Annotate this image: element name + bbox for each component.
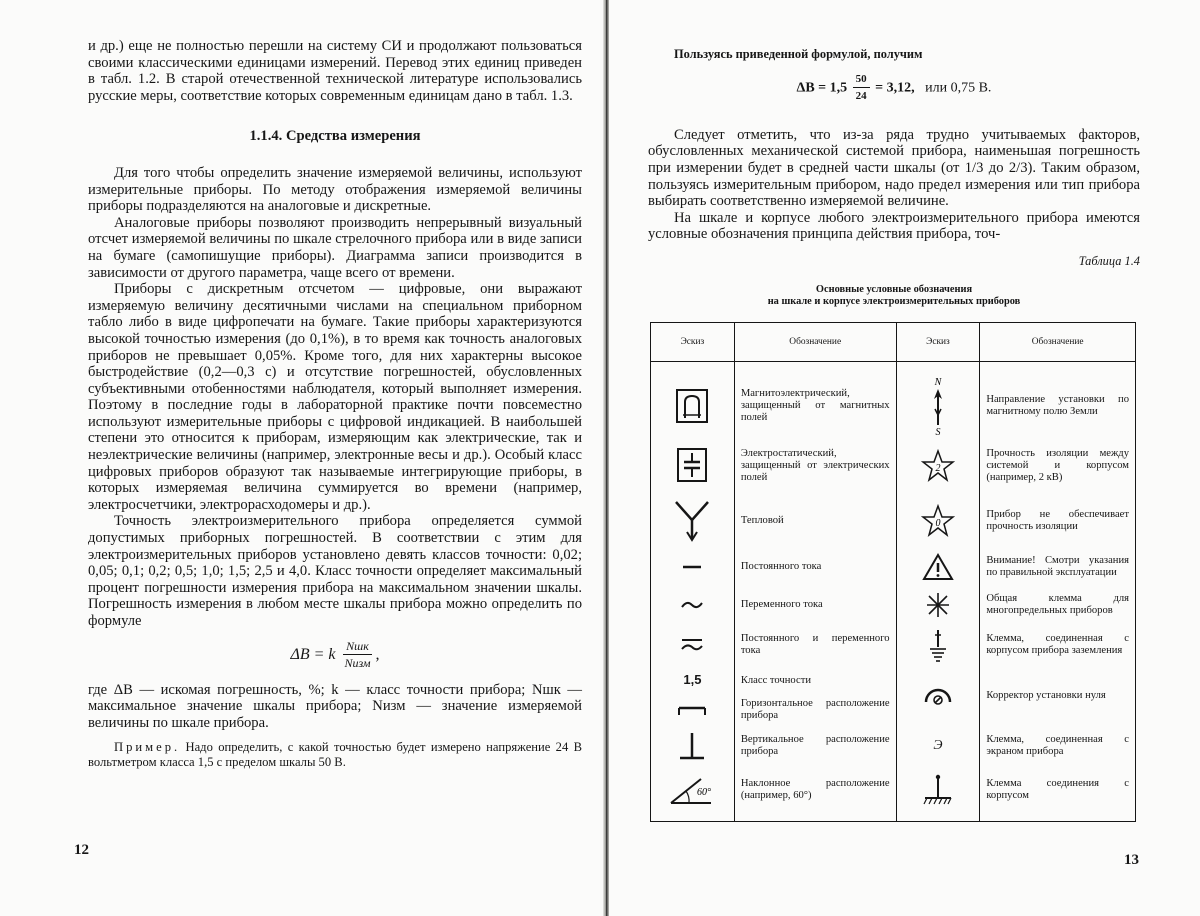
header-meaning-left: Обозначение [734, 322, 896, 361]
rformula-fraction [853, 71, 870, 105]
table-caption [648, 284, 1140, 308]
row-text: Постоянного тока [734, 547, 896, 587]
body-paragraph-3: Приборы с дискретным отсчетом — цифровые, они выражают измеряемую величину десятичными числами на специальном приборном табло либо в виде цифропечати на бумаге. Такие приборы характеризуются высокой точностью измерения (до 0,1%), в то время как точность аналоговых приборов не превышает 0,05%. Кроме того, для них характерны высокое быстродействие (0,2—0,3 с) и отсутствие погрешностей, обусловленных субъективными отобенностями наблюдателя, который выполняет измерения. Поэтому в последние годы в лабораторной практике почти повсеместно используют измерительные приборы с цифровой индикацией. В наибольшей степени это относится к приборам, измеряющим как электрические, так и неэлектрические величины (например, электронные весы и др.). Особый класс цифровых приборов образуют так называемые интегрирующие приборы, в которых измеряемая величина суммируется во времени (например, электросчетчики, электрорасходомеры и др.). [88, 281, 582, 513]
case-terminal-icon [896, 767, 980, 813]
body-paragraph-4: Точность электроизмерительного прибора определяется суммой допустимых приборных погрешностей. В соответствии с этим для электроизмерительных приборов установлено девять классов точности: 0,02; 0,05; 0,1; 0,2; 0,5; 1,0; 1,5; 2,5 и 4,0. Класс точности определяет максимальный процент погрешности измерения прибора на максимальном значении шкалы. Погрешность измерения в любом месте шкалы прибора можно определить по формуле [88, 513, 582, 629]
table-row [651, 587, 1136, 623]
example-paragraph [88, 740, 582, 770]
symbols-table [650, 322, 1136, 822]
rformula-lhs: ΔB = 1,5 [796, 79, 848, 95]
row-text: Постоянного и переменного тока [734, 623, 896, 667]
table-label: Таблица 1.4 [1078, 253, 1140, 268]
north-arrow-icon [896, 375, 980, 437]
table-row [651, 767, 1136, 813]
rformula-rhs: = 3,12, [875, 79, 915, 95]
horizontal-icon [651, 695, 735, 725]
common-terminal-icon [896, 587, 980, 623]
table-caption-line2: на шкале и корпусе электроизмерительных приборов [767, 295, 1021, 307]
row-text: Общая клемма для многопредельных приборов [980, 587, 1136, 623]
section-title: 1.1.4. Средства измерения [249, 128, 421, 145]
ac-icon [651, 587, 735, 623]
table-row [651, 361, 1136, 375]
electrostatic-icon [651, 437, 735, 495]
header-sketch-right: Эскиз [896, 322, 980, 361]
body-paragraph-1: Для того чтобы определить значение измеряемой величины, используют измерительные приборы. По методу отображения измеряемой величины приборы подразделяются на аналоговые и дискретные. [88, 164, 582, 215]
table-row [651, 437, 1136, 495]
star-2-label: 2 [935, 463, 941, 475]
row-text: Магнитоэлектрический, защищенный от магнитных полей [734, 375, 896, 437]
row-text: Тепловой [734, 495, 896, 547]
thermal-icon [651, 495, 735, 547]
body-paragraph-2: Аналоговые приборы позволяют производить непрерывный визуальный отсчет измеряемой величины по шкале стрелочного прибора или в виде записи на бумаге (самопишущие приборы). Диаграмма записи производится в зависимости от другого параметра, чаще всего от времени. [88, 214, 582, 281]
example-formula [648, 71, 1140, 105]
row-text: Переменного тока [734, 587, 896, 623]
formula-fraction [342, 638, 374, 672]
row-text: Электростатический, защищенный от электрических полей [734, 437, 896, 495]
table-row [651, 495, 1136, 547]
zero-corrector-icon [896, 667, 980, 725]
row-text: Клемма, соединенная с корпусом прибора заземления [980, 623, 1136, 667]
row-text: Класс точности [734, 667, 896, 695]
accuracy-class-icon [651, 667, 735, 695]
row-text: Корректор установки нуля [980, 667, 1136, 725]
accuracy-class-label: 1,5 [683, 672, 702, 688]
formula-tail: , [375, 645, 380, 663]
row-text: Клемма, соединенная с экраном прибора [980, 725, 1136, 767]
star-0-label: 0 [935, 518, 941, 530]
rformula-alt: или 0,75 В. [925, 79, 992, 95]
example-label: Пример. [114, 739, 181, 754]
screen-terminal-icon [896, 725, 980, 767]
table-caption-line1: Основные условные обозначения [815, 283, 973, 295]
inclined-icon [651, 767, 735, 813]
ground-terminal-icon [896, 623, 980, 667]
table-row [651, 547, 1136, 587]
error-formula [88, 638, 582, 672]
rformula-denominator: 24 [855, 90, 867, 103]
table-row [651, 725, 1136, 767]
ac-dc-icon [651, 623, 735, 667]
table-row [651, 667, 1136, 695]
left-page-number: 12 [74, 842, 89, 858]
right-paragraph-2: На шкале и корпусе любого электроизмерительного прибора имеются условные обозначения принципа действия прибора, точ- [648, 209, 1140, 243]
table-header-row [651, 322, 1136, 361]
screen-terminal-label: Э [933, 737, 943, 753]
right-page-number: 13 [1124, 852, 1139, 868]
formula-numerator: Nшк [343, 638, 372, 656]
row-text: Горизонтальное расположение прибора [734, 695, 896, 725]
left-intro-paragraph: и др.) еще не полностью перешли на систему СИ и продолжают пользоваться своими классическими единицами измерений. Перевод этих единиц приведен в табл. 1.2. В старой отечественной технической литературе использовались русские меры, соответствие которых современным единицам дано в табл. 1.3. [88, 38, 582, 104]
row-text: Клемма соединения с корпусом [980, 767, 1136, 813]
right-lead: Пользуясь приведенной формулой, получим [674, 47, 923, 61]
formula-lhs: ΔB = k [290, 645, 336, 663]
magnetoelectric-icon [651, 375, 735, 437]
formula-explanation: где ΔB — искомая погрешность, %; k — класс точности прибора; Nшк — максимальное значение шкалы прибора; Nизм — значение измеряемой величины по шкале прибора. [88, 681, 582, 731]
row-text: Наклонное расположение (например, 60°) [734, 767, 896, 813]
north-label: N [934, 377, 942, 389]
row-text: Прочность изоляции между системой и корпусом (например, 2 кВ) [980, 437, 1136, 495]
table-row [651, 813, 1136, 821]
header-meaning-right: Обозначение [980, 322, 1136, 361]
row-text: Вертикальное расположение прибора [734, 725, 896, 767]
star-2-icon [896, 437, 980, 495]
left-page [88, 38, 582, 770]
row-text: Направление установки по магнитному полю Земли [980, 375, 1136, 437]
rformula-numerator: 50 [853, 71, 870, 89]
star-0-icon [896, 495, 980, 547]
table-row [651, 375, 1136, 437]
dc-icon [651, 547, 735, 587]
header-sketch-left: Эскиз [651, 322, 735, 361]
south-label: S [935, 427, 941, 438]
row-text: Внимание! Смотри указания по правильной эксплуатации [980, 547, 1136, 587]
vertical-icon [651, 725, 735, 767]
right-page [648, 46, 1140, 822]
book-gutter [603, 0, 609, 916]
inclined-label: 60° [697, 787, 712, 799]
warning-triangle-icon [896, 547, 980, 587]
right-paragraph-1: Следует отметить, что из-за ряда трудно учитываемых факторов, обусловленных механической системой прибора, наименьшая погрешность при измерении будет в средней части шкалы (от 1/3 до 2/3). Таким образом, пользуясь измерительным прибором, надо предел измерения или тип прибора выбирать соответственно измеряемой величине. [648, 126, 1140, 210]
example-text: Надо определить, с какой точностью будет измерено напряжение 24 В вольтметром класса 1,5 с пределом шкалы 50 В. [88, 739, 583, 769]
row-text: Прибор не обеспечивает прочность изоляции [980, 495, 1136, 547]
formula-denominator: Nизм [344, 656, 371, 671]
table-row [651, 623, 1136, 667]
